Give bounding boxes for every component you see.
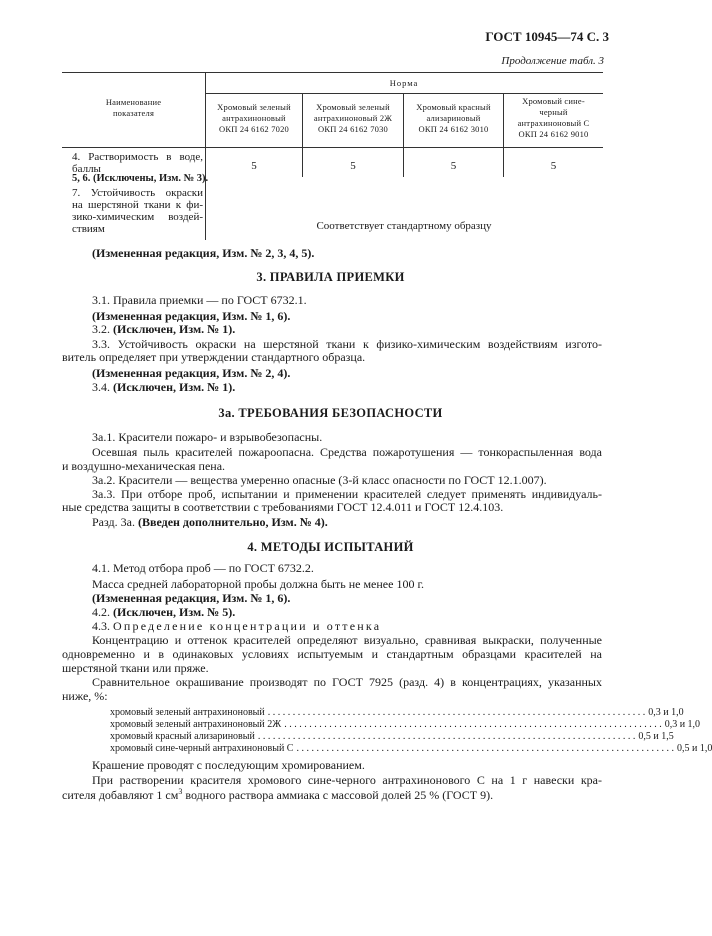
section-3a-introduced-note: (Введен дополнительно, Изм. № 4). bbox=[137, 515, 328, 529]
clause-4-2-number: 4.2. bbox=[92, 605, 110, 619]
clause-3-2 bbox=[92, 322, 235, 337]
dye-1-line-1: Хромовый зеленый bbox=[217, 102, 291, 112]
dye-4-line-1: Хромовый сине- bbox=[522, 96, 585, 106]
dissolve-text-pre: сителя добавляют 1 см bbox=[62, 788, 179, 802]
name-header-line-1: Наименование bbox=[105, 97, 162, 107]
name-column-divider bbox=[205, 72, 206, 240]
concentration-value: 0,5 и 1,0 bbox=[676, 743, 712, 754]
concentration-value: 0,3 и 1,0 bbox=[648, 707, 684, 718]
clause-3a-1-line-2: Осевшая пыль красителей пожароопасна. Средства пожаротушения — тонкораспыленная вода bbox=[92, 445, 602, 459]
clause-4-3-line-5: ниже, %: bbox=[62, 689, 108, 703]
norm-header-divider bbox=[205, 93, 603, 94]
leader-dots: . . . . . . . . . . . . . . . . . . . . . . . . . . . . . . . . . . . . . . . . . . . . . . . . . . . . . . . . . . . . . . . . . . . . . . . . . . . . bbox=[284, 719, 662, 730]
clause-4-3-title: Определение концентрации и оттенка bbox=[113, 619, 382, 633]
row-4-line-2: баллы bbox=[72, 163, 101, 175]
norms-table bbox=[62, 72, 603, 240]
dye-4-line-3: антрахиноновый С bbox=[517, 118, 590, 128]
clause-4-3-heading bbox=[92, 619, 381, 634]
edition-note-1: (Измененная редакция, Изм. № 2, 3, 4, 5). bbox=[92, 246, 315, 260]
dye-4-line-4: ОКП 24 6162 9010 bbox=[518, 129, 589, 139]
row-7-line-3: зико-химическим воздей- bbox=[72, 211, 203, 223]
clause-4-3-line-3: шерстяной ткани или пряже. bbox=[62, 661, 209, 675]
dye-header-2 bbox=[303, 102, 403, 135]
concentration-row bbox=[110, 743, 712, 754]
dye-2-line-3: ОКП 24 6162 7030 bbox=[317, 124, 389, 134]
clause-3-2-text: (Исключен, Изм. № 1). bbox=[113, 322, 236, 336]
clause-3-3-line-1: 3.3. Устойчивость окраски на шерстяной ткани к физико-химическим воздействиям изгото- bbox=[92, 337, 602, 351]
row-4-value-3: 5 bbox=[450, 160, 457, 172]
concentration-row bbox=[110, 731, 674, 742]
clause-3-2-number: 3.2. bbox=[92, 322, 110, 336]
clause-4-3-line-4: Сравнительное окрашивание производят по ГОСТ 7925 (разд. 4) в концентрациях, указанных bbox=[92, 675, 602, 689]
clause-4-3-dissolve-line-1: При растворении красителя хромового сине-черного антрахинонового С на 1 г навески кра- bbox=[92, 773, 602, 787]
section-3a-title: 3а. ТРЕБОВАНИЯ БЕЗОПАСНОСТИ bbox=[218, 406, 443, 420]
clause-3-4 bbox=[92, 380, 235, 395]
row-solubility-label bbox=[72, 151, 203, 175]
dye-3-line-2: ализариновый bbox=[426, 113, 481, 123]
leader-dots: . . . . . . . . . . . . . . . . . . . . . . . . . . . . . . . . . . . . . . . . . . . . . . . . . . . . . . . . . . . . . . . . . . . . . . . . . . . . bbox=[296, 743, 674, 754]
concentration-dye-name: хромовый сине-черный антрахиноновый С bbox=[110, 743, 294, 754]
clause-4-1: 4.1. Метод отбора проб — по ГОСТ 6732.2. bbox=[92, 561, 314, 575]
row-7-line-4: ствиям bbox=[72, 223, 105, 235]
concentration-value: 0,3 и 1,0 bbox=[664, 719, 701, 730]
clause-3-3-note: (Измененная редакция, Изм. № 2, 4). bbox=[92, 366, 291, 380]
clause-4-1-note: (Измененная редакция, Изм. № 1, 6). bbox=[92, 591, 291, 605]
leader-dots: . . . . . . . . . . . . . . . . . . . . . . . . . . . . . . . . . . . . . . . . . . . . . . . . . . . . . . . . . . . . . . . . . . . . . . . . . . . . bbox=[257, 731, 636, 742]
clause-4-3-dissolve-line-2 bbox=[62, 787, 493, 803]
dye-3-line-3: ОКП 24 6162 3010 bbox=[418, 124, 489, 134]
concentration-row bbox=[110, 707, 684, 718]
concentration-dye-name: хромовый зеленый антрахиноновый 2Ж bbox=[110, 719, 282, 730]
clause-4-3-line-1: Концентрацию и оттенок красителей определяют визуально, сравнивая выкраски, полученные bbox=[92, 633, 602, 647]
row-7-line-2: на шерстяной ткани к фи- bbox=[72, 199, 203, 211]
clause-3a-1-line-3: и воздушно-механическая пена. bbox=[62, 459, 226, 473]
row-4-line-1: 4. Растворимость в воде, bbox=[72, 151, 203, 163]
table-continuation-label: Продолжение табл. 3 bbox=[501, 55, 604, 67]
row-4-value-1: 5 bbox=[251, 160, 257, 172]
section-3a-ref: Разд. 3а. bbox=[92, 515, 135, 529]
clause-3-1: 3.1. Правила приемки — по ГОСТ 6732.1. bbox=[92, 293, 307, 307]
clause-4-3-line-2: одновременно и в одинаковых условиях испытуемым и стандартным образцами красителей на bbox=[62, 647, 602, 661]
row-color-fastness-label bbox=[72, 187, 203, 235]
concentration-value: 0,5 и 1,5 bbox=[638, 731, 674, 742]
dye-header-1 bbox=[206, 102, 302, 135]
clause-3-4-number: 3.4. bbox=[92, 380, 110, 394]
table-top-border bbox=[62, 72, 603, 73]
row-7-value: Соответствует стандартному образцу bbox=[316, 220, 492, 232]
norm-column-header: Норма bbox=[389, 78, 419, 88]
section-3-title: 3. ПРАВИЛА ПРИЕМКИ bbox=[256, 270, 405, 284]
row-5-6-excluded: 5, 6. (Исключены, Изм. № 3). bbox=[72, 173, 209, 184]
clause-3a-3-line-2: ные средства защиты в соответствии с требованиями ГОСТ 12.4.011 и ГОСТ 12.4.103. bbox=[62, 500, 504, 514]
clause-3a-2: 3а.2. Красители — вещества умеренно опасные (3-й класс опасности по ГОСТ 12.1.007). bbox=[92, 473, 547, 487]
clause-3-3-line-2: витель определяет при утверждении стандартного образца. bbox=[62, 350, 366, 364]
dye-1-line-2: антрахиноновый bbox=[222, 113, 286, 123]
dye-1-line-3: ОКП 24 6162 7020 bbox=[218, 124, 290, 134]
clause-4-1-mass: Масса средней лабораторной пробы должна быть не менее 100 г. bbox=[92, 577, 425, 591]
concentration-row bbox=[110, 719, 701, 730]
dissolve-text-post: водного раствора аммиака с массовой долей 25 % (ГОСТ 9). bbox=[182, 788, 494, 802]
clause-3a-3-line-1: 3а.3. При отборе проб, испытании и применении красителей следует применять индивидуаль- bbox=[92, 487, 602, 501]
dye-2-line-1: Хромовый зеленый bbox=[316, 102, 390, 112]
dye-header-4 bbox=[504, 96, 603, 140]
row-4-value-2: 5 bbox=[350, 160, 356, 172]
section-3a-introduced bbox=[92, 515, 328, 530]
clause-4-3-number: 4.3. bbox=[92, 619, 110, 633]
row-4-value-4: 5 bbox=[550, 160, 557, 172]
name-header-line-2: показателя bbox=[112, 108, 155, 118]
clause-4-3-chroming: Крашение проводят с последующим хромированием. bbox=[92, 758, 365, 772]
dye-2-line-2: антрахиноновый 2Ж bbox=[313, 113, 393, 123]
leader-dots: . . . . . . . . . . . . . . . . . . . . . . . . . . . . . . . . . . . . . . . . . . . . . . . . . . . . . . . . . . . . . . . . . . . . . . . . . . . . bbox=[267, 707, 646, 718]
concentration-dye-name: хромовый зеленый антрахиноновый bbox=[110, 707, 265, 718]
clause-4-2 bbox=[92, 605, 235, 620]
dye-4-line-2: черный bbox=[539, 107, 568, 117]
dye-header-3 bbox=[404, 102, 503, 135]
concentration-dye-name: хромовый красный ализариновый bbox=[110, 731, 255, 742]
clause-4-2-text: (Исключен, Изм. № 5). bbox=[113, 605, 236, 619]
dye-3-line-1: Хромовый красный bbox=[416, 102, 491, 112]
clause-3-1-note: (Измененная редакция, Изм. № 1, 6). bbox=[92, 309, 291, 323]
clause-3-4-text: (Исключен, Изм. № 1). bbox=[113, 380, 236, 394]
clause-3a-1: 3а.1. Красители пожаро- и взрывобезопасны. bbox=[92, 430, 323, 444]
section-4-title: 4. МЕТОДЫ ИСПЫТАНИЙ bbox=[247, 540, 414, 554]
page-reference: ГОСТ 10945—74 С. 3 bbox=[485, 29, 609, 44]
header-bottom-border bbox=[62, 147, 603, 148]
cubic-superscript: 3 bbox=[178, 787, 183, 796]
name-column-header bbox=[62, 97, 205, 119]
row-7-line-1: 7. Устойчивость окраски bbox=[72, 187, 203, 199]
